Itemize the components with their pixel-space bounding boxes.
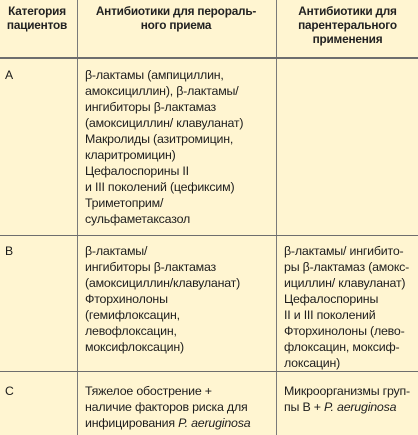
row-a-oral bbox=[85, 67, 243, 227]
header-rule bbox=[0, 57, 418, 59]
cell-line bbox=[284, 399, 410, 415]
cell-text: инфицирования bbox=[85, 416, 179, 430]
header-text: Антибиотики для перораль- bbox=[95, 4, 257, 18]
cell-line: ициллин/ клавуланат) bbox=[284, 276, 406, 290]
header-text: Категория bbox=[8, 4, 66, 18]
cell-line: Цефалоспорины II bbox=[85, 164, 189, 178]
cell-line: ингибиторы β-лактамаз bbox=[85, 260, 217, 274]
column-divider bbox=[77, 0, 78, 435]
cell-line: β-лактамы (ампициллин, bbox=[85, 68, 224, 82]
cell-line: локсацин) bbox=[284, 356, 341, 370]
cell-line: наличие факторов риска для bbox=[85, 400, 248, 414]
cell-line: ингибиторы β-лактамаз bbox=[85, 100, 217, 114]
header-text: парентерального bbox=[298, 18, 397, 32]
column-divider bbox=[276, 0, 277, 435]
row-divider bbox=[0, 371, 418, 372]
cell-line: амоксициллин), β-лактамы/ bbox=[85, 84, 239, 98]
header-parenteral bbox=[279, 4, 416, 46]
cell-line: Фторхинолоны bbox=[85, 292, 168, 306]
cell-line: β-лактамы/ bbox=[85, 244, 148, 258]
cell-line: II и III поколений bbox=[284, 308, 376, 322]
cell-text: пы В + bbox=[284, 400, 325, 414]
row-b-oral bbox=[85, 243, 240, 355]
cell-line: Микроорганизмы груп- bbox=[284, 384, 410, 398]
cell-line: ры β-лактамаз (амокс- bbox=[284, 260, 410, 274]
cell-line: (гемифлоксацин, bbox=[85, 308, 180, 322]
row-c-parenteral bbox=[284, 383, 410, 415]
row-b-parenteral bbox=[284, 243, 409, 371]
row-a-category: A bbox=[5, 68, 13, 82]
cell-line: Цефалоспорины bbox=[284, 292, 379, 306]
header-text: пациентов bbox=[6, 18, 68, 32]
cell-line: (амоксициллин/ клавуланат) bbox=[85, 116, 244, 130]
row-b-category: B bbox=[5, 244, 13, 258]
row-c-oral bbox=[85, 383, 250, 431]
header-text: применения bbox=[312, 32, 383, 46]
cell-line: Триметоприм/ bbox=[85, 196, 164, 210]
cell-line: (амоксициллин/клавуланат) bbox=[85, 276, 241, 290]
cell-line: сульфаметаксазол bbox=[85, 212, 191, 226]
cell-line: Тяжелое обострение + bbox=[85, 384, 212, 398]
header-text: Антибиотики для bbox=[298, 4, 397, 18]
row-divider bbox=[0, 235, 418, 236]
row-c-category: C bbox=[5, 384, 14, 398]
header-text: ного приема bbox=[140, 18, 212, 32]
cell-line: кларитромицин) bbox=[85, 148, 176, 162]
cell-line: Макролиды (азитромицин, bbox=[85, 132, 234, 146]
header-oral bbox=[80, 4, 272, 32]
cell-line: Фторхинолоны (лево- bbox=[284, 324, 405, 338]
cell-line: флоксацин, моксиф- bbox=[284, 340, 400, 354]
cell-line: моксифлоксацин) bbox=[85, 340, 184, 354]
cell-line: и III поколений (цефиксим) bbox=[85, 180, 235, 194]
cell-line: левофлоксацин, bbox=[85, 324, 177, 338]
header-category bbox=[3, 4, 71, 32]
organism-name: P. aeruginosa bbox=[324, 400, 397, 414]
cell-line: β-лактамы/ ингибито- bbox=[284, 244, 404, 258]
organism-name: P. aeruginosa bbox=[178, 416, 251, 430]
cell-line bbox=[85, 415, 250, 431]
